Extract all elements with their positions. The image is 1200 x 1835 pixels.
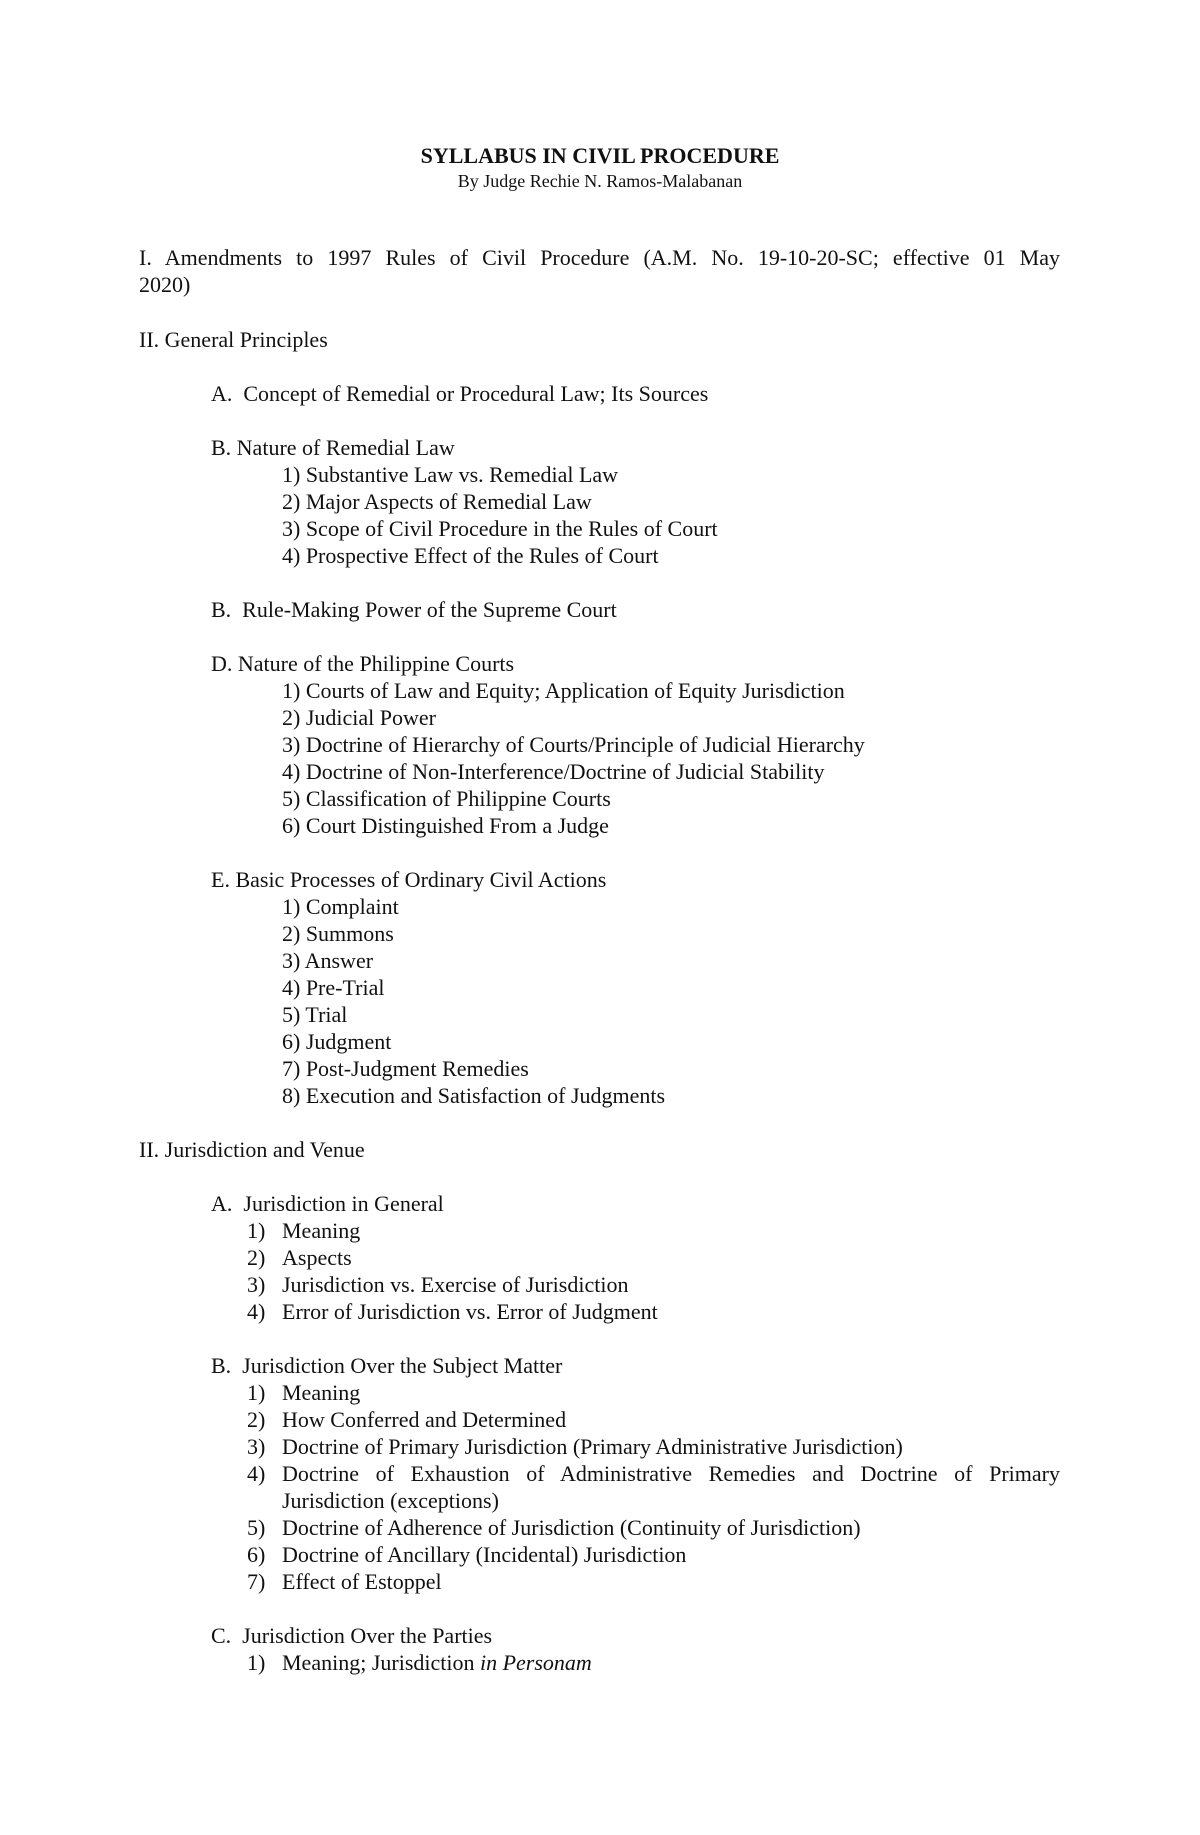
list-item: Error of Jurisdiction vs. Error of Judgment [282, 1299, 658, 1324]
list-item: 2) Summons [282, 921, 394, 946]
list-item: 6) Court Distinguished From a Judge [282, 813, 609, 838]
list-item: 4) Doctrine of Non-Interference/Doctrine of Judicial Stability [282, 759, 825, 784]
list-item: How Conferred and Determined [282, 1407, 567, 1432]
section-2-item-e: E. Basic Processes of Ordinary Civil Actions [211, 867, 607, 892]
section-3-item-b: B. Jurisdiction Over the Subject Matter [211, 1353, 563, 1378]
list-item: Doctrine of Primary Jurisdiction (Primary Administrative Jurisdiction) [282, 1434, 903, 1459]
section-2-heading: II. General Principles [139, 327, 328, 352]
list-item-number: 2) [247, 1407, 266, 1432]
section-3-item-c: C. Jurisdiction Over the Parties [211, 1623, 493, 1648]
list-item: 6) Judgment [282, 1029, 392, 1054]
list-item-number: 2) [247, 1245, 266, 1270]
section-1-heading-cont: 2020) [139, 272, 191, 297]
list-item-number: 3) [247, 1272, 266, 1297]
list-item: 3) Scope of Civil Procedure in the Rules of Court [282, 516, 718, 541]
list-item: Meaning [282, 1218, 361, 1243]
list-item-number: 6) [247, 1542, 266, 1567]
list-item: 3) Doctrine of Hierarchy of Courts/Principle of Judicial Hierarchy [282, 732, 865, 757]
section-2-item-c: B. Rule-Making Power of the Supreme Court [211, 597, 617, 622]
list-item-cont: Jurisdiction (exceptions) [282, 1488, 499, 1513]
list-item: Aspects [282, 1245, 352, 1270]
section-3-item-a: A. Jurisdiction in General [211, 1191, 444, 1216]
list-item-number: 7) [247, 1569, 266, 1594]
list-item-number: 3) [247, 1434, 266, 1459]
document-byline: By Judge Rechie N. Ramos-Malabanan [457, 171, 743, 191]
section-1-heading: I. Amendments to 1997 Rules of Civil Procedure (A.M. No. 19-10-20-SC; effective 01 May [139, 245, 1060, 270]
list-item: Doctrine of Ancillary (Incidental) Jurisdiction [282, 1542, 687, 1567]
list-item: 8) Execution and Satisfaction of Judgments [282, 1083, 666, 1108]
list-item [282, 1650, 592, 1676]
list-item: Jurisdiction vs. Exercise of Jurisdiction [282, 1272, 629, 1297]
list-item: 4) Prospective Effect of the Rules of Court [282, 543, 659, 568]
list-item: 1) Courts of Law and Equity; Application of Equity Jurisdiction [282, 678, 845, 703]
list-item: Meaning [282, 1380, 361, 1405]
list-item-number: 1) [247, 1218, 266, 1243]
section-3-heading: II. Jurisdiction and Venue [139, 1137, 365, 1162]
list-item: 2) Major Aspects of Remedial Law [282, 489, 592, 514]
list-item-number: 4) [247, 1299, 266, 1324]
list-item-number: 1) [247, 1650, 266, 1675]
list-item: 3) Answer [282, 948, 374, 973]
list-item: 1) Complaint [282, 894, 399, 919]
list-item: Doctrine of Exhaustion of Administrative Remedies and Doctrine of Primary [282, 1461, 1060, 1486]
list-item: 5) Trial [282, 1002, 348, 1027]
list-item-number: 1) [247, 1380, 266, 1405]
section-2-item-b: B. Nature of Remedial Law [211, 435, 455, 460]
list-item-text: Meaning; Jurisdiction [282, 1650, 480, 1675]
section-2-item-d: D. Nature of the Philippine Courts [211, 651, 515, 676]
list-item: Effect of Estoppel [282, 1569, 442, 1594]
list-item: Doctrine of Adherence of Jurisdiction (Continuity of Jurisdiction) [282, 1515, 861, 1540]
list-item: 1) Substantive Law vs. Remedial Law [282, 462, 619, 487]
list-item: 4) Pre-Trial [282, 975, 385, 1000]
list-item: 5) Classification of Philippine Courts [282, 786, 611, 811]
list-item-number: 4) [247, 1461, 266, 1486]
section-2-item-a: A. Concept of Remedial or Procedural Law; Its Sources [211, 381, 709, 406]
list-item: 7) Post-Judgment Remedies [282, 1056, 529, 1081]
document-title: SYLLABUS IN CIVIL PROCEDURE [420, 143, 780, 168]
list-item: 2) Judicial Power [282, 705, 436, 730]
list-item-emphasis: in Personam [479, 1650, 592, 1675]
list-item-number: 5) [247, 1515, 266, 1540]
